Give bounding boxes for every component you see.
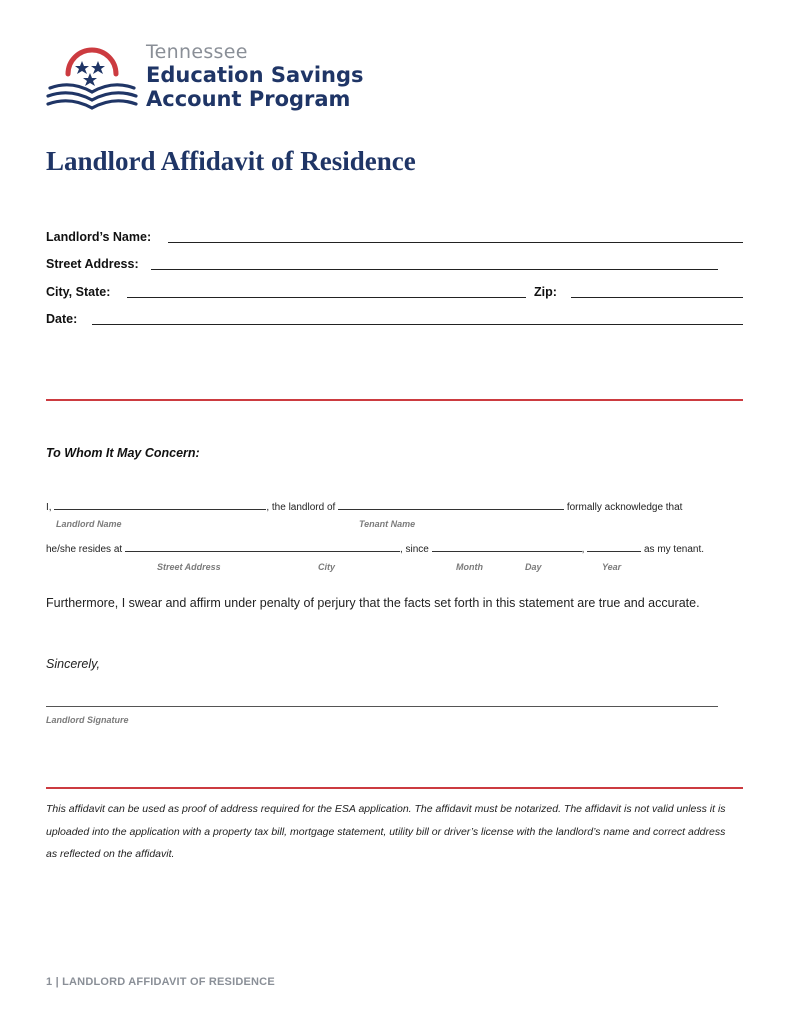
statement-line1-start: I, [46, 502, 52, 513]
closing-salutation: Sincerely, [46, 657, 100, 671]
since-month-day-blank[interactable] [432, 542, 582, 552]
program-logo [46, 40, 364, 120]
since-year-blank[interactable] [587, 542, 641, 552]
street-address-label: Street Address: [46, 257, 139, 271]
statement-line-2 [46, 542, 704, 555]
statement-line2-comma: , [581, 544, 585, 555]
statement-line2-since: , since [399, 544, 429, 555]
statement-line1-end: formally acknowledge that [566, 502, 683, 513]
section-divider-bottom [46, 787, 743, 789]
day-hint: Day [525, 562, 542, 572]
city-state-field[interactable] [127, 297, 526, 298]
affidavit-note: This affidavit can be used as proof of address required for the ESA application. The affidavit must be notarized. The affidavit is not valid unless it is uploaded into the application with a property tax bill, mortgage statement, utility bill or driver’s license with the landlord’s name and correct address as reflected on the affidavit. [46, 803, 726, 860]
residence-address-blank[interactable] [125, 542, 400, 552]
tenant-name-hint: Tenant Name [359, 519, 416, 529]
tenant-name-blank[interactable] [338, 500, 564, 510]
book-stars-logo-icon [46, 44, 138, 116]
statement-line1-mid: , the landlord of [266, 502, 336, 513]
logo-program-line-2: Account Program [146, 87, 351, 111]
statement-line2-end: as my tenant. [643, 544, 705, 555]
city-state-label: City, State: [46, 285, 111, 299]
zip-field[interactable] [571, 297, 743, 298]
perjury-statement: Furthermore, I swear and affirm under penalty of perjury that the facts set forth in this statement are true and accurate. [46, 596, 700, 610]
logo-program-line-1: Education Savings [146, 63, 364, 87]
page-title: Landlord Affidavit of Residence [46, 146, 416, 176]
year-hint: Year [602, 562, 622, 572]
city-hint: City [318, 562, 336, 572]
signature-field[interactable] [46, 706, 718, 707]
statement-line-1 [46, 500, 682, 513]
logo-state-name: Tennessee [146, 41, 248, 63]
landlord-name-field[interactable] [168, 242, 743, 243]
greeting: To Whom It May Concern: [46, 446, 200, 460]
section-divider-top [46, 399, 743, 401]
street-address-hint: Street Address [157, 562, 221, 572]
landlord-name-blank[interactable] [54, 500, 266, 510]
statement-line2-start: he/she resides at [46, 544, 123, 555]
date-label: Date: [46, 312, 78, 326]
date-field[interactable] [92, 324, 743, 325]
signature-label: Landlord Signature [46, 715, 129, 725]
page-footer: 1 | LANDLORD AFFIDAVIT OF RESIDENCE [46, 976, 275, 988]
street-address-field[interactable] [151, 269, 718, 270]
zip-label: Zip: [534, 285, 557, 299]
landlord-name-label: Landlord’s Name: [46, 230, 152, 244]
month-hint: Month [456, 562, 483, 572]
landlord-name-hint: Landlord Name [56, 519, 122, 529]
